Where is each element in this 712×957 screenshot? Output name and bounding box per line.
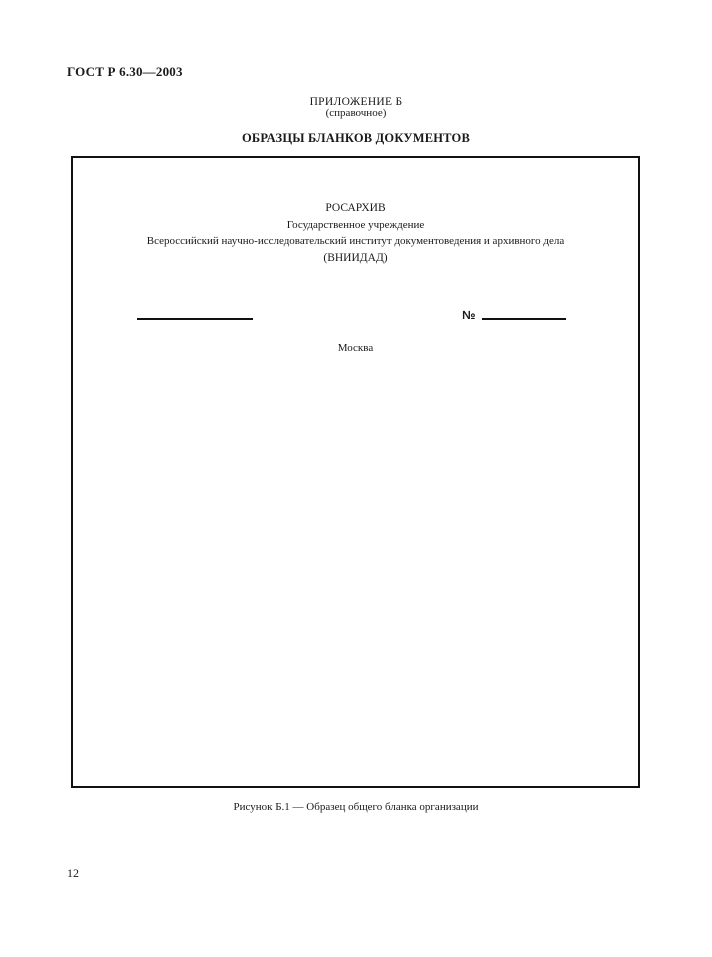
standard-code: ГОСТ Р 6.30—2003 — [67, 64, 183, 79]
org-name: Всероссийский научно-исследовательский институт документоведения и архивного дела — [146, 235, 565, 247]
number-sign: № — [462, 308, 476, 322]
appendix-subtitle: (справочное) — [325, 107, 387, 119]
appendix-title: ПРИЛОЖЕНИЕ Б — [309, 96, 403, 108]
org-abbreviation: (ВНИИДАД) — [323, 252, 388, 264]
form-sample-frame — [71, 156, 640, 788]
figure-caption: Рисунок Б.1 — Образец общего бланка организации — [233, 801, 479, 813]
section-heading: ОБРАЗЦЫ БЛАНКОВ ДОКУМЕНТОВ — [241, 131, 470, 145]
org-agency: РОСАРХИВ — [325, 202, 386, 214]
number-blank-line — [482, 318, 566, 320]
org-type: Государственное учреждение — [286, 219, 425, 231]
place-of-issue: Москва — [337, 342, 374, 354]
date-blank-line — [137, 318, 253, 320]
page-number: 12 — [67, 866, 79, 880]
